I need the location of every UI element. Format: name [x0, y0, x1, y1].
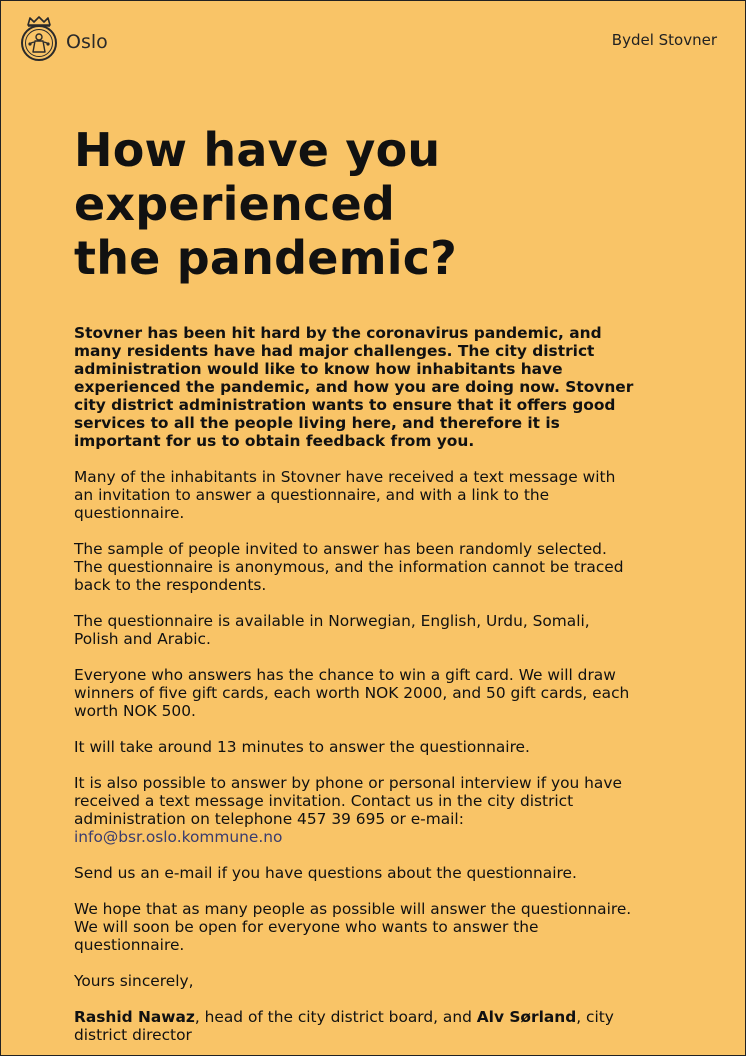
closing: Yours sincerely, — [74, 972, 194, 990]
paragraph-hope: We hope that as many people as possible will answer the questionnaire. We will soon be open for everyone who wants to answer the questionnaire. — [74, 900, 632, 954]
title-line: the pandemic? — [74, 231, 458, 285]
title-line: experienced — [74, 177, 395, 231]
paragraph-duration: It will take around 13 minutes to answer the questionnaire. — [74, 738, 530, 756]
title-line: How have you — [74, 123, 441, 177]
paragraph-contact — [74, 774, 634, 846]
oslo-logo — [19, 16, 108, 62]
signatory-role-2: , city district director — [74, 1008, 614, 1044]
signatory-name-2: Alv Sørland — [476, 1008, 577, 1026]
paragraph-languages: The questionnaire is available in Norwegian, English, Urdu, Somali, Polish and Arabic. — [74, 612, 590, 648]
district-name: Bydel Stovner — [611, 31, 717, 49]
paragraph-sample: The sample of people invited to answer has been randomly selected. The questionnaire is anonymous, and the information cannot be traced back to the respondents. — [74, 540, 624, 594]
signatory-name-1: Rashid Nawaz — [74, 1008, 195, 1026]
signature — [74, 1008, 634, 1044]
page-title — [74, 123, 674, 285]
oslo-seal-icon — [19, 16, 59, 62]
paragraph-gift-cards: Everyone who answers has the chance to win a gift card. We will draw winners of five gift cards, each worth NOK 2000, and 50 gift cards, each worth NOK 500. — [74, 666, 630, 720]
email-link[interactable]: info@bsr.oslo.kommune.no — [74, 828, 283, 846]
signatory-role-1: , head of the city district board, and — [194, 1008, 477, 1026]
logo-text: Oslo — [66, 31, 108, 53]
paragraph-questions: Send us an e-mail if you have questions about the questionnaire. — [74, 864, 577, 882]
intro-paragraph: Stovner has been hit hard by the coronavirus pandemic, and many residents have had major challenges. The city district administration would like to know how inhabitants have experienced the pandemic, and how you are doing now. Stovner city district administration wants to ensure that it offers good services to all the people living here, and therefore it is important for us to obtain feedback from you. — [74, 324, 634, 450]
paragraph-text-message: Many of the inhabitants in Stovner have received a text message with an invitation to answer a questionnaire, and with a link to the questionnaire. — [74, 468, 616, 522]
letter-body — [74, 324, 634, 1056]
contact-text: It is also possible to answer by phone or personal interview if you have received a text message invitation. Contact us in the city district administration on telephone 457 39 695 or e-mail: — [74, 774, 622, 828]
